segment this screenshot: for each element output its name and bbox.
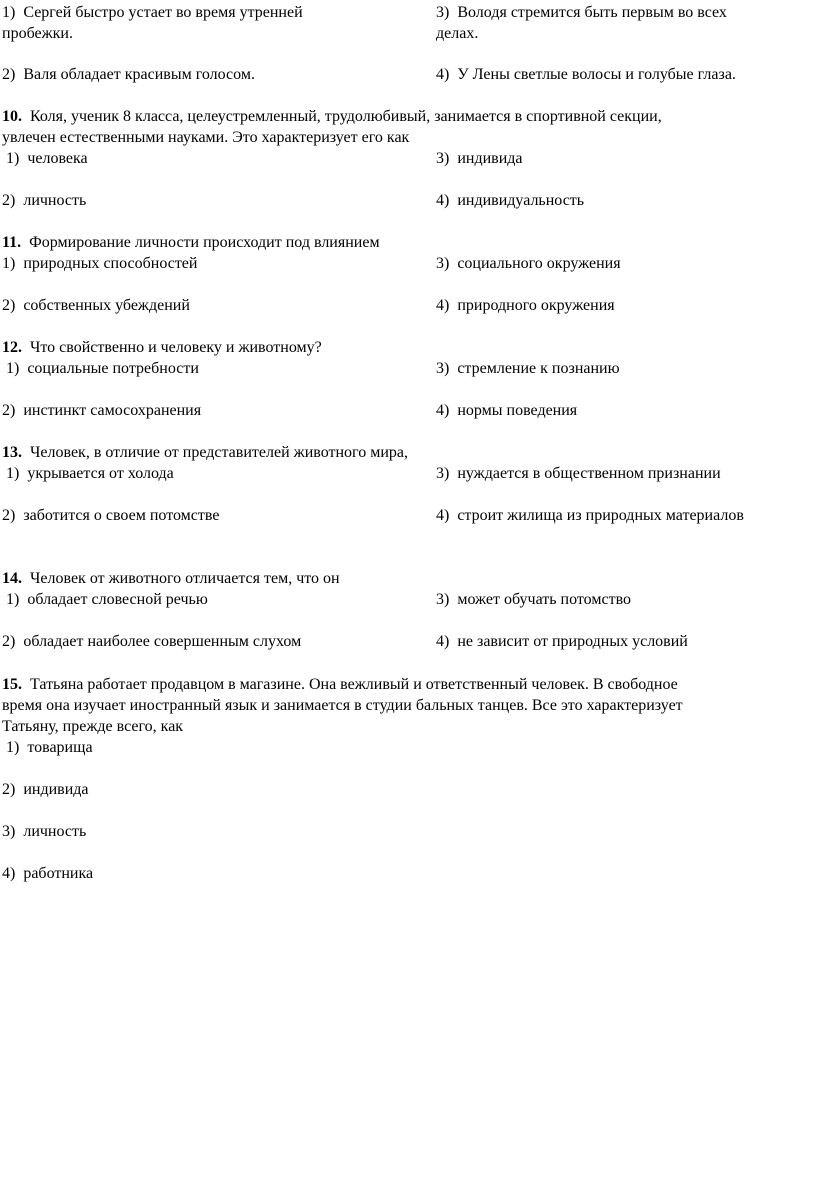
question-number: 11. (2, 234, 22, 251)
q10-option-2 (2, 190, 86, 211)
option-text: укрывается от холода (27, 465, 174, 482)
option-text: социального окружения (457, 255, 621, 272)
q13-option-2 (2, 505, 219, 526)
q13-option-1 (6, 463, 174, 484)
option-text: не зависит от природных условий (457, 633, 688, 650)
option-text: человека (27, 150, 88, 167)
option-number: 3) (436, 4, 450, 21)
question-number: 14. (2, 570, 22, 587)
option-text: может обучать потомство (457, 591, 632, 608)
question-text: Человек, в отличие от представителей животного мира, (30, 444, 408, 461)
option-number: 2) (2, 781, 16, 798)
question-text: Человек от животного отличается тем, что он (30, 570, 340, 587)
q15-option-4 (2, 863, 93, 884)
option-number: 2) (2, 192, 16, 209)
option-number: 3) (2, 823, 16, 840)
option-number: 4) (436, 633, 450, 650)
option-number: 4) (436, 507, 450, 524)
option-number: 1) (6, 465, 20, 482)
q8-option-2 (2, 64, 255, 85)
q14-option-2 (2, 631, 301, 652)
q13-stem (2, 442, 408, 463)
q10-option-1 (6, 148, 88, 169)
option-text: индивида (457, 150, 523, 167)
option-text: Сергей быстро устает во время утренней (23, 4, 303, 21)
q15-option-3 (2, 821, 86, 842)
q11-option-2 (2, 295, 190, 316)
option-text: социальные потребности (27, 360, 199, 377)
q12-option-1 (6, 358, 199, 379)
option-text: работника (23, 865, 94, 882)
option-text: инстинкт самосохранения (23, 402, 202, 419)
option-number: 1) (6, 739, 20, 756)
q15-stem (2, 674, 678, 695)
option-text: нормы поведения (457, 402, 578, 419)
option-text: Валя обладает красивым голосом. (23, 66, 255, 83)
q10-option-3 (436, 148, 523, 169)
question-number: 12. (2, 339, 22, 356)
option-number: 1) (6, 150, 20, 167)
option-text: собственных убеждений (23, 297, 190, 314)
q15-stem-cont-2: Татьяну, прежде всего, как (2, 718, 184, 735)
option-number: 4) (436, 402, 450, 419)
q14-option-1 (6, 589, 208, 610)
option-number: 1) (2, 255, 16, 272)
option-text: Володя стремится быть первым во всех (457, 4, 727, 21)
q14-option-4 (436, 631, 688, 652)
option-text: индивида (23, 781, 89, 798)
option-text: личность (23, 192, 87, 209)
option-number: 1) (6, 591, 20, 608)
option-number: 2) (2, 507, 16, 524)
option-text: обладает наиболее совершенным слухом (23, 633, 302, 650)
option-text: природных способностей (23, 255, 198, 272)
option-number: 3) (436, 150, 450, 167)
q8-option-3 (436, 2, 727, 23)
question-text: Коля, ученик 8 класса, целеустремленный, трудолюбивый, занимается в спортивной секции, (30, 108, 662, 125)
option-number: 3) (436, 591, 450, 608)
q12-option-2 (2, 400, 201, 421)
q8-option-1 (2, 2, 303, 23)
q11-stem (2, 232, 380, 253)
option-text: товарища (27, 739, 93, 756)
option-text: строит жилища из природных материалов (457, 507, 744, 524)
q10-stem-cont: увлечен естественными науками. Это характеризует его как (2, 129, 410, 146)
question-text: Что свойственно и человеку и животному? (30, 339, 322, 356)
option-text: заботится о своем потомстве (23, 507, 220, 524)
option-number: 1) (6, 360, 20, 377)
q10-option-4 (436, 190, 584, 211)
option-number: 1) (2, 4, 16, 21)
option-number: 2) (2, 66, 16, 83)
q15-stem-cont-1: время она изучает иностранный язык и занимается в студии бальных танцев. Все это характеризует (2, 697, 683, 714)
option-number: 4) (436, 66, 450, 83)
q11-option-3 (436, 253, 621, 274)
q12-stem (2, 337, 322, 358)
q13-option-4 (436, 505, 744, 526)
question-text: Формирование личности происходит под влиянием (29, 234, 380, 251)
q11-option-1 (2, 253, 197, 274)
option-number: 3) (436, 255, 450, 272)
option-number: 2) (2, 633, 16, 650)
q11-option-4 (436, 295, 615, 316)
question-number: 15. (2, 676, 22, 693)
q8-option-3-cont: делах. (436, 25, 479, 42)
question-text: Татьяна работает продавцом в магазине. Она вежливый и ответственный человек. В свободное (30, 676, 678, 693)
option-number: 4) (436, 192, 450, 209)
option-number: 4) (436, 297, 450, 314)
option-text: личность (23, 823, 87, 840)
q12-option-4 (436, 400, 577, 421)
option-text: природного окружения (457, 297, 615, 314)
q12-option-3 (436, 358, 620, 379)
option-text: У Лены светлые волосы и голубые глаза. (457, 66, 736, 83)
option-number: 2) (2, 402, 16, 419)
q14-option-3 (436, 589, 631, 610)
q15-option-1 (6, 737, 93, 758)
q13-option-3 (436, 463, 721, 484)
question-number: 13. (2, 444, 22, 461)
q15-option-2 (2, 779, 89, 800)
option-number: 3) (436, 360, 450, 377)
q10-stem (2, 106, 662, 127)
option-number: 3) (436, 465, 450, 482)
question-number: 10. (2, 108, 22, 125)
q14-stem (2, 568, 340, 589)
q8-option-1-cont: пробежки. (2, 25, 73, 42)
q8-option-4 (436, 64, 736, 85)
option-number: 4) (2, 865, 16, 882)
option-text: обладает словесной речью (27, 591, 208, 608)
option-text: нуждается в общественном признании (457, 465, 721, 482)
option-text: индивидуальность (457, 192, 585, 209)
option-text: стремление к познанию (457, 360, 620, 377)
option-number: 2) (2, 297, 16, 314)
